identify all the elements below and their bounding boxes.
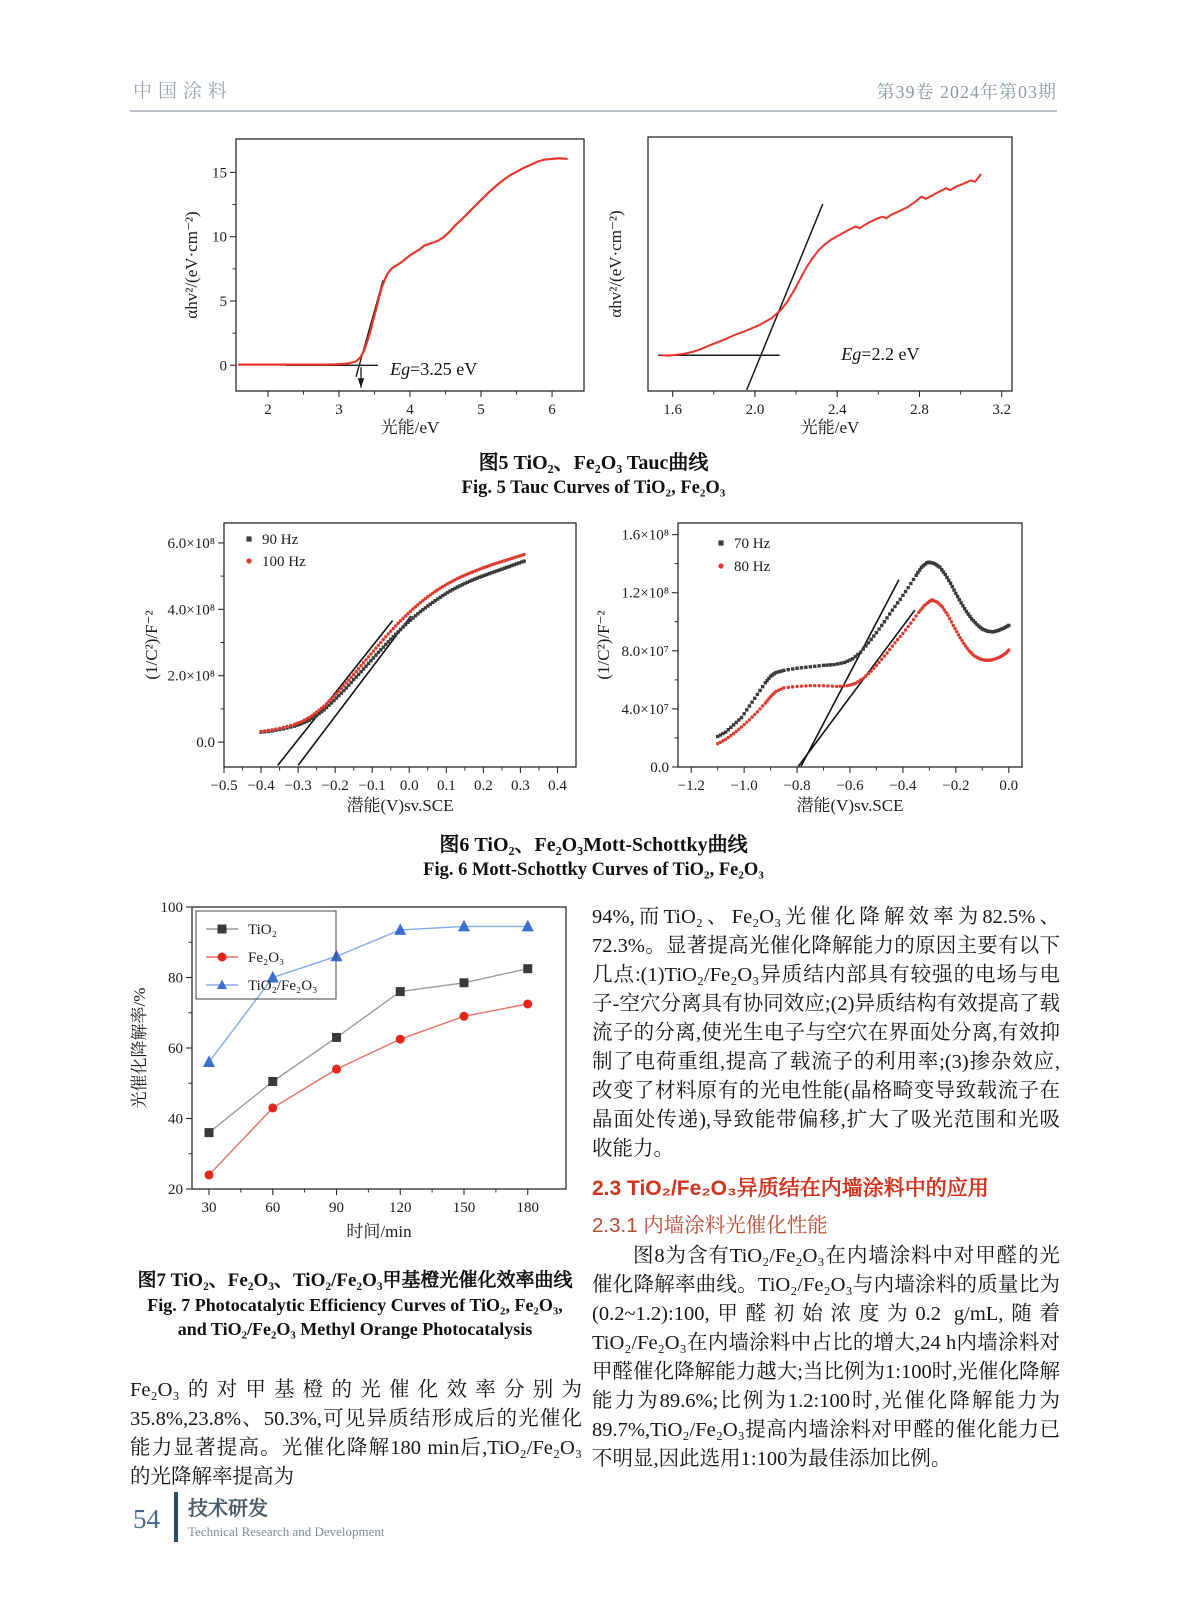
figure7-caption-cn: 图7 TiO₂、Fe₂O₃、TiO₂/Fe₂O₃甲基橙光催化效率曲线 [137,1270,573,1291]
left-column-paragraph: Fe₂O₃的对甲基橙的光催化效率分别为35.8%,23.8%、50.3%,可见异质结形成后的光催化能力显著提高。光催化降解180 min后,TiO₂/Fe₂O₃的光降解率提高为 [130,1379,582,1488]
svg-text:光能/eV: 光能/eV [800,418,860,437]
svg-text:时间/min: 时间/min [346,1222,412,1241]
issue-info: 第39卷 2024年第03期 [876,82,1057,102]
svg-text:0.2: 0.2 [473,778,493,794]
right-column-paragraph1: 94%,而TiO₂、Fe₂O₃光催化降解效率为82.5%、72.3%。显著提高光催化降解能力的原因主要有以下几点:(1)TiO₂/Fe₂O₃异质结内部具有较强的电场与电子-空穴分离具有协同效应;(2)异质结构有效提高了载流子的分离,使光生电子与空穴在界面处分离,有效抑制了电荷重组,提高了载流子的利用率;(3)掺杂效应,改变了材料原有的光电性能(晶格畸变导致载流子在晶面处传递),导致能带偏移,扩大了吸光范围和光吸收能力。 [592,906,1060,1160]
figure5-caption [130,450,1057,501]
svg-text:TiO₂/Fe₂O₃: TiO₂/Fe₂O₃ [248,978,318,994]
svg-text:150: 150 [452,1200,476,1216]
svg-text:Eg=3.25 eV: Eg=3.25 eV [390,358,478,379]
svg-text:(1/C²)/F⁻²: (1/C²)/F⁻² [142,610,161,680]
svg-text:1.6: 1.6 [663,402,683,418]
svg-text:40: 40 [168,1111,183,1128]
svg-text:TiO₂: TiO₂ [248,922,277,938]
svg-text:5: 5 [219,294,227,310]
svg-text:2.4: 2.4 [827,402,847,418]
figure5-caption-cn: 图5 TiO₂、Fe₂O₃ Tauc曲线 [478,452,709,474]
svg-text:6: 6 [548,402,556,418]
svg-text:20: 20 [168,1182,183,1198]
svg-text:2.8: 2.8 [910,402,929,418]
tauc-fe2o3-chart [602,127,1022,452]
svg-text:−0.4: −0.4 [889,778,917,794]
svg-text:Fe₂O₃: Fe₂O₃ [248,950,285,966]
svg-text:光能/eV: 光能/eV [380,418,440,437]
svg-text:−0.1: −0.1 [358,778,386,794]
svg-text:0.1: 0.1 [436,778,456,794]
svg-text:0.0: 0.0 [196,735,215,752]
svg-text:0.0: 0.0 [999,778,1019,794]
figure7-caption [126,1268,584,1341]
svg-text:180: 180 [516,1200,539,1216]
svg-text:100: 100 [160,900,183,916]
svg-text:光催化降解率/%: 光催化降解率/% [130,987,149,1109]
svg-text:−0.3: −0.3 [284,778,312,794]
figure5-caption-en: Fig. 5 Tauc Curves of TiO₂, Fe₂O₃ [461,478,726,498]
section-heading-2-3-1: 2.3.1 内墙涂料光催化性能 [592,1214,828,1237]
page-number: 54 [133,1504,160,1534]
svg-text:0.3: 0.3 [511,778,530,794]
header-rule [130,110,1057,112]
page-footer [133,1492,385,1542]
figure6-caption-en: Fig. 6 Mott-Schottky Curves of TiO₂, Fe₂O₃ [423,860,764,880]
tauc-tio2-chart [178,127,598,452]
svg-text:15: 15 [212,165,227,182]
svg-text:6.0×10⁸: 6.0×10⁸ [167,535,215,552]
svg-text:10: 10 [212,229,227,246]
svg-text:0.0: 0.0 [399,778,419,794]
svg-text:0.0: 0.0 [650,760,669,776]
svg-text:−0.2: −0.2 [942,778,970,794]
svg-text:1.6×10⁸: 1.6×10⁸ [621,527,669,544]
svg-text:60: 60 [168,1041,183,1057]
svg-text:90 Hz: 90 Hz [262,532,299,548]
svg-text:4.0×10⁸: 4.0×10⁸ [167,602,215,619]
mott-schottky-fe2o3-chart [590,513,1042,830]
svg-text:−0.2: −0.2 [321,778,349,794]
section-heading-2-3: 2.3 TiO₂/Fe₂O₃异质结在内墙涂料中的应用 [592,1177,989,1200]
svg-text:30: 30 [201,1200,217,1216]
svg-text:αhv²/(eV·cm⁻²): αhv²/(eV·cm⁻²) [182,211,201,319]
svg-text:3.2: 3.2 [992,402,1012,418]
svg-text:80 Hz: 80 Hz [734,559,771,575]
svg-text:0.4: 0.4 [548,778,567,794]
svg-text:−0.4: −0.4 [247,778,275,794]
journal-name: 中国涂料 [133,81,234,102]
svg-text:2.0×10⁸: 2.0×10⁸ [167,668,215,685]
svg-text:8.0×10⁷: 8.0×10⁷ [621,643,669,660]
footer-section-cn: 技术研发 [188,1498,268,1520]
svg-text:2: 2 [264,402,272,418]
svg-text:αhv²/(eV·cm⁻²): αhv²/(eV·cm⁻²) [606,210,625,318]
svg-text:60: 60 [265,1200,281,1216]
svg-text:4: 4 [406,402,414,418]
svg-text:−1.2: −1.2 [677,778,705,794]
svg-text:3: 3 [335,402,343,418]
footer-bar [174,1492,178,1542]
svg-text:4.0×10⁷: 4.0×10⁷ [621,701,669,718]
footer-section-en: Technical Research and Development [188,1524,385,1539]
right-column-paragraph2: 图8为含有TiO₂/Fe₂O₃在内墙涂料中对甲醛的光催化降解率曲线。TiO₂/Fe₂O₃与内墙涂料的质量比为(0.2~1.2):100,甲醛初始浓度为0.2 g/mL,随着TiO₂/Fe₂O₃在内墙涂料中占比的增大,24 h内墙涂料对甲醛催化降解能力越大;当比例为1:100时,光催化降解能力为89.6%;比例为1.2:100时,光催化降解能力为89.7%,TiO₂/Fe₂O₃提高内墙涂料对甲醛的催化能力已不明显,因此选用1:100为最佳添加比例。 [592,1245,1060,1470]
mott-schottky-tio2-chart [138,513,590,830]
figure6-caption-cn: 图6 TiO₂、Fe₂O₃Mott-Schottky曲线 [439,834,748,856]
svg-text:−0.8: −0.8 [783,778,811,794]
figure7-caption-en1: Fig. 7 Photocatalytic Efficiency Curves of TiO₂, Fe₂O₃, [147,1295,563,1315]
svg-text:潜能(V)sv.SCE: 潜能(V)sv.SCE [346,796,454,815]
svg-text:70 Hz: 70 Hz [734,536,771,552]
figure6-caption [130,832,1057,883]
svg-text:90: 90 [329,1200,344,1216]
svg-text:1.2×10⁸: 1.2×10⁸ [621,585,669,602]
svg-text:潜能(V)sv.SCE: 潜能(V)sv.SCE [796,796,904,815]
svg-text:80: 80 [168,970,183,987]
svg-text:0: 0 [219,358,227,375]
svg-text:Eg=2.2 eV: Eg=2.2 eV [841,343,920,364]
svg-text:(1/C²)/F⁻²: (1/C²)/F⁻² [594,610,613,680]
photocatalysis-chart [126,893,584,1256]
svg-text:120: 120 [389,1200,412,1216]
figure7-caption-en2: and TiO₂/Fe₂O₃ Methyl Orange Photocatalysis [177,1319,533,1339]
svg-text:−1.0: −1.0 [730,778,758,794]
svg-text:5: 5 [477,402,485,418]
svg-text:−0.6: −0.6 [836,778,864,794]
svg-text:100 Hz: 100 Hz [262,554,306,570]
svg-text:2.0: 2.0 [745,402,765,418]
svg-text:−0.5: −0.5 [210,778,238,794]
